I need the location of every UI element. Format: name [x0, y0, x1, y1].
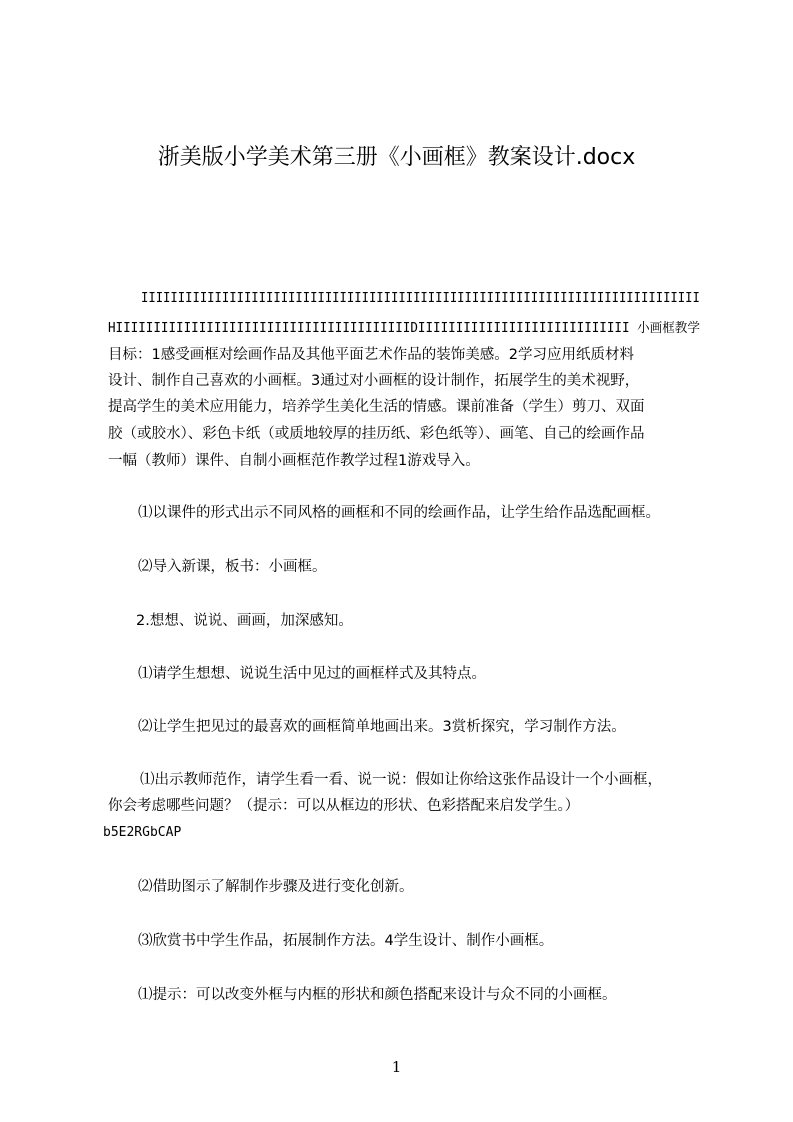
- paragraph: ⑵借助图示了解制作步骤及进行变化创新。: [138, 879, 414, 895]
- text-line: b5E2RGbCAP: [103, 825, 182, 840]
- paragraph: ⑶欣赏书中学生作品，拓展制作方法。4学生设计、制作小画框。: [138, 933, 554, 949]
- text-line: 设计、制作自己喜欢的小画框。3通过对小画框的设计制作，拓展学生的美术视野，: [108, 373, 640, 389]
- paragraph: ⑵导入新课，板书：小画框。: [138, 559, 327, 575]
- document-title: 浙美版小学美术第三册《小画框》教案设计.docx: [157, 145, 636, 170]
- text-line: 胶（或胶水）、彩色卡纸（或质地较厚的挂历纸、彩色纸等）、画笔、自己的绘画作品: [108, 426, 645, 442]
- text-line: ⑴出示教师范作，请学生看一看、说一说：假如让你给这张作品设计一个小画框，: [140, 772, 662, 788]
- text-line: IIIIIIIIIIIIIIIIIIIIIIIIIIIIIIIIIIIIIIIIIIIIIIIIIIIIIIIIIIIIIIIIIIIIIIIIIIII: [141, 291, 700, 306]
- page-number: 1: [391, 1058, 402, 1076]
- text-line: 目标：1感受画框对绘画作品及其他平面艺术作品的装饰美感。2学习应用纸质材料: [108, 347, 634, 363]
- paragraph: ⑴以课件的形式出示不同风格的画框和不同的绘画作品，让学生给作品选配画框。: [138, 505, 660, 521]
- text-line: 一幅（教师）课件、自制小画框范作教学过程1游戏导入。: [108, 453, 480, 469]
- text-line: [108, 318, 700, 339]
- paragraph: ⑴提示：可以改变外框与内框的形状和颜色搭配来设计与众不同的小画框。: [138, 987, 617, 1003]
- paragraph: ⑵让学生把见过的最喜欢的画框简单地画出来。3赏析探究，学习制作方法。: [138, 719, 626, 735]
- paragraph: ⑴请学生想想、说说生活中见过的画框样式及其特点。: [138, 666, 486, 682]
- text-line: 提高学生的美术应用能力，培养学生美化生活的情感。课前准备（学生）剪刀、双面: [108, 399, 645, 415]
- text-fragment: HIIIIIIIIIIIIIIIIIIIIIIIIIIIIIIIIIIIIIIIDIIIIIIIIIIIIIIIIIIIIIIIIIIII 小画框教学: [108, 321, 700, 336]
- paragraph: 2.想想、说说、画画，加深感知。: [136, 613, 353, 629]
- text-line: 你会考虑哪些问题？（提示：可以从框边的形状、色彩搭配来启发学生。）: [108, 798, 580, 814]
